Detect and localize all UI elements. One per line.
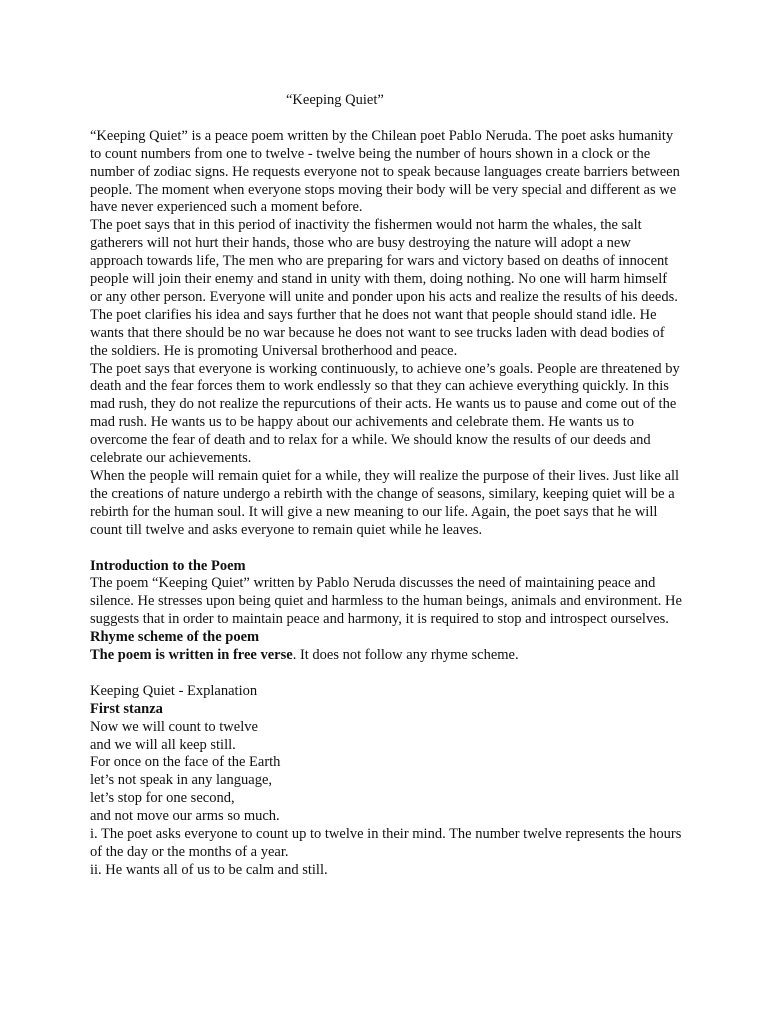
stanza-heading: First stanza: [90, 700, 163, 717]
spacer: [90, 540, 682, 558]
spacer: [90, 665, 682, 683]
intro-text: The poem “Keeping Quiet” written by Pablo Neruda discusses the need of maintaining peace and silence. He stresses upon being quiet and harmless to the human beings, animals and environment. He suggests that in order to maintain peace and harmony, it is required to stop and introspect ourselves.: [90, 575, 682, 628]
summary-paragraph-3: The poet clarifies his idea and says further that he does not want that people should stand idle. He wants that there should be no war because he does not want to see trucks laden with dead bodies of the soldiers. He is promoting Universal brotherhood and peace.: [90, 306, 665, 359]
poem-line: and we will all keep still.: [90, 736, 236, 753]
summary-paragraph-5: When the people will remain quiet for a while, they will realize the purpose of their lives. Just like all the creations of nature undergo a rebirth with the change of seasons, similary, keeping quiet will be a rebirth for the human soul. It will give a new meaning to our life. Again, the poet says that he will count till twelve and asks everyone to remain quiet while he leaves.: [90, 468, 680, 538]
document-title: “Keeping Quiet”: [286, 92, 384, 108]
explanation-label: Keeping Quiet - Explanation: [90, 682, 258, 699]
poem-line: let’s not speak in any language,: [90, 772, 273, 789]
rhyme-heading: Rhyme scheme of the poem: [90, 629, 260, 646]
explanation-note-1: i. The poet asks everyone to count up to twelve in their mind. The number twelve represents the hours of the day or the months of a year.: [90, 826, 682, 861]
rhyme-bold-lead: The poem is written in free verse: [90, 647, 293, 664]
intro-heading: Introduction to the Poem: [90, 557, 246, 574]
document-page: [90, 92, 682, 880]
rhyme-rest: . It does not follow any rhyme scheme.: [292, 647, 519, 664]
poem-line: Now we will count to twelve: [90, 718, 258, 735]
poem-line: and not move our arms so much.: [90, 808, 280, 825]
summary-paragraph-4: The poet says that everyone is working continuously, to achieve one’s goals. People are threatened by death and the fear forces them to work endlessly so that they can achieve everything quickly. In this mad rush, they do not realize the repurcutions of their acts. He wants us to pause and come out of the mad rush. He wants us to be happy about our achivements and celebrate them. He wants us to overcome the fear of death and to relax for a while. We should know the results of our deeds and celebrate our achievements.: [90, 360, 680, 467]
summary-paragraph-2: The poet says that in this period of inactivity the fishermen would not harm the whales, the salt gatherers will not hurt their hands, those who are busy destroying the nature will adopt a new approach towards life, The men who are preparing for wars and victory based on deaths of innocent people will join their enemy and stand in unity with them, doing nothing. No one will harm himself or any other person. Everyone will unite and ponder upon his acts and realize the results of his deeds.: [90, 217, 678, 305]
poem-line: let’s stop for one second,: [90, 790, 235, 807]
spacer: [90, 110, 682, 128]
poem-line: For once on the face of the Earth: [90, 754, 281, 771]
summary-paragraph-1: “Keeping Quiet” is a peace poem written by the Chilean poet Pablo Neruda. The poet asks humanity to count numbers from one to twelve - twelve being the number of hours shown in a clock or the number of zodiac signs. He requests everyone not to speak because languages create barriers between people. The moment when everyone stops moving their body will be very special and different as we have never experienced such a moment before.: [90, 127, 680, 216]
rhyme-text: [90, 647, 682, 665]
explanation-note-2: ii. He wants all of us to be calm and still.: [90, 861, 328, 878]
